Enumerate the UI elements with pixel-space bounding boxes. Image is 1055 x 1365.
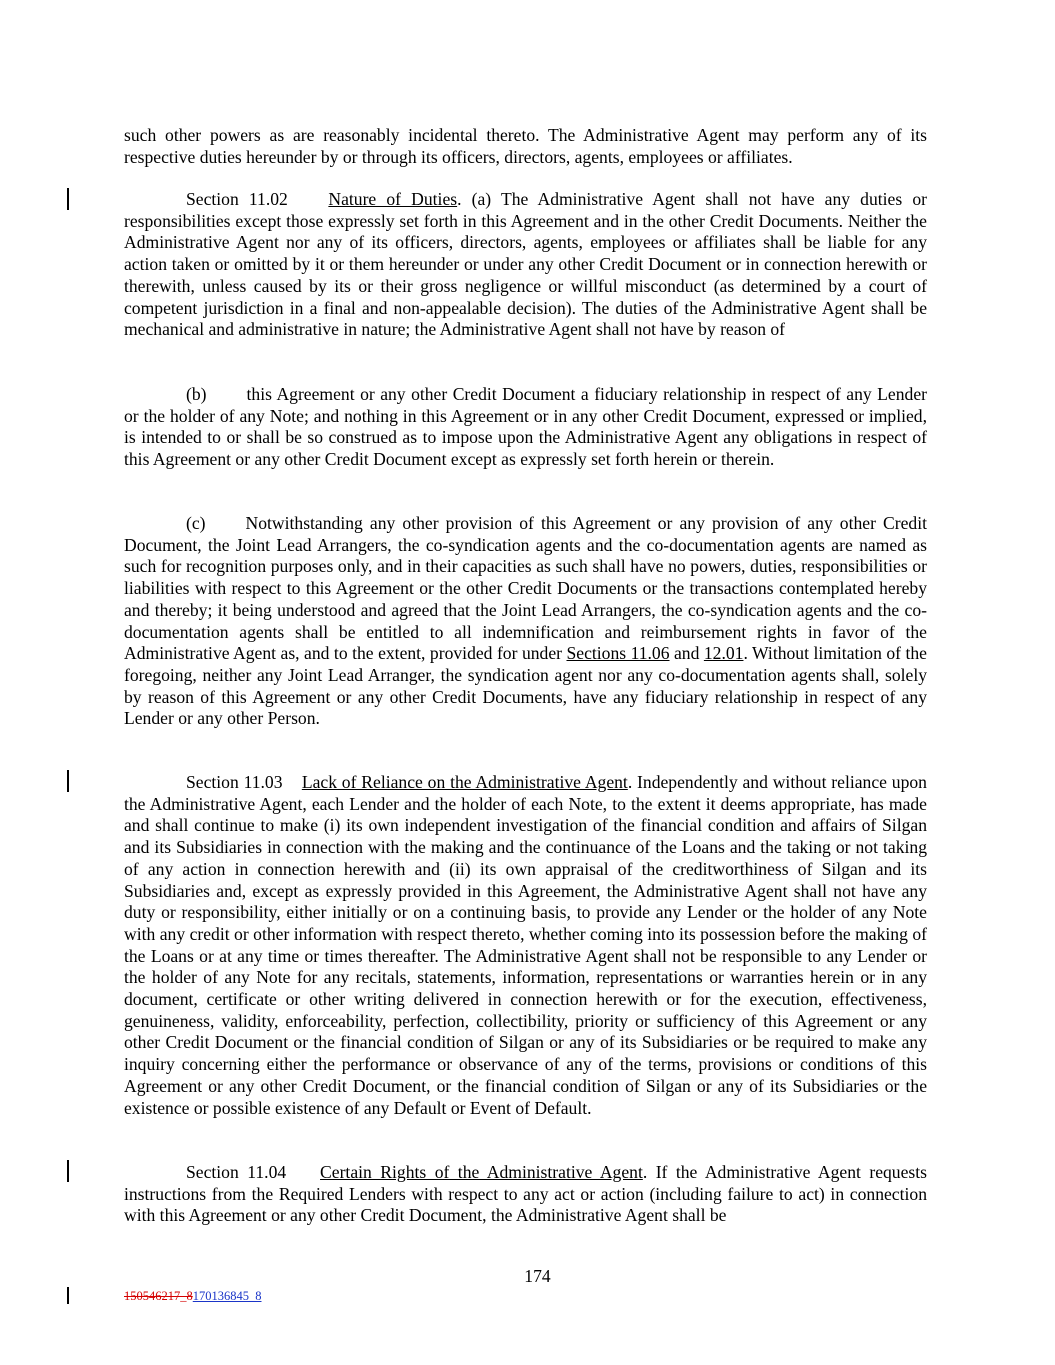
cross-reference-12-01: 12.01 bbox=[703, 643, 744, 664]
change-bar bbox=[67, 1287, 69, 1304]
deleted-doc-id: 150546217_8 bbox=[124, 1289, 193, 1303]
page-number: 174 bbox=[524, 1266, 551, 1286]
paragraph-text: . Without limitation of the foregoing, neither any Joint Lead Arranger, the syndication agent nor any co-documentation agents shall, solely by reason of this Agreement or any other Credit Documents, have any fiduciary relationship in respect of any Lender or any other Person. bbox=[124, 643, 927, 729]
section-title: Certain Rights of the Administrative Agent bbox=[320, 1162, 643, 1182]
continuation-paragraph bbox=[124, 125, 927, 168]
section-11-03-paragraph bbox=[124, 772, 927, 1119]
subsection-label: (c) bbox=[186, 513, 206, 533]
paragraph-text: Notwithstanding any other provision of this Agreement or any provision of any other Credit Document, the Joint Lead Arrangers, the co-syndication agents and the co-documentation agents are named as such for recognition purposes only, and in their capacities as such shall have no powers, duties, responsibilities or liabilities with respect to this Agreement or the other Credit Documents or the transactions contemplated hereby and thereby; it being understood and agreed that the Joint Lead Arrangers, the co-syndication agents and the co-documentation agents shall be entitled to all indemnification and reimbursement rights in favor of the Administrative Agent as, and to the extent, provided for under bbox=[124, 513, 927, 664]
change-bar bbox=[67, 188, 69, 210]
paragraph-text: and bbox=[669, 643, 704, 664]
paragraph-text: . (a) The Administrative Agent shall not have any duties or responsibilities except those expressly set forth in this Agreement and in the other Credit Documents. Neither the Administrative Agent nor any of its officers, directors, agents, employees or affiliates shall be liable for any action taken or omitted by it or them hereunder or under any other Credit Document or in connection herewith or therewith, unless caused by its or their gross negligence or willful misconduct (as determined by a court of competent jurisdiction in a final and non-appealable decision). The duties of the Administrative Agent shall be mechanical and administrative in nature; the Administrative Agent shall not have by reason of bbox=[124, 189, 927, 340]
section-title: Lack of Reliance on the Administrative Agent bbox=[301, 772, 628, 792]
subsection-label: (b) bbox=[186, 384, 207, 404]
section-11-02-paragraph bbox=[124, 189, 927, 341]
section-number: Section 11.04 bbox=[186, 1162, 287, 1182]
paragraph-text: such other powers as are reasonably incidental thereto. The Administrative Agent may perform any of its respective duties hereunder by or through its officers, directors, agents, employees or affiliates. bbox=[124, 125, 927, 167]
inserted-doc-id: 170136845_8 bbox=[192, 1289, 262, 1303]
subsection-b-paragraph bbox=[124, 384, 927, 471]
section-number: Section 11.02 bbox=[186, 189, 288, 209]
document-id bbox=[124, 1288, 262, 1304]
section-number: Section 11.03 bbox=[186, 772, 283, 792]
subsection-c-paragraph bbox=[124, 513, 927, 730]
change-bar bbox=[67, 770, 69, 792]
section-11-04-paragraph bbox=[124, 1162, 927, 1227]
paragraph-text: this Agreement or any other Credit Document a fiduciary relationship in respect of any Lender or the holder of any Note; and nothing in this Agreement or in any other Credit Document, expressed or implied, is intended to or shall be so construed as to impose upon the Administrative Agent any obligations in respect of this Agreement or any other Credit Document except as expressly set forth herein or therein. bbox=[124, 384, 927, 470]
paragraph-text: . If the Administrative Agent requests instructions from the Required Lenders with respect to any act or action (including failure to act) in connection with this Agreement or any other Credit Document, the Administrative Agent shall be bbox=[124, 1162, 927, 1226]
section-title: Nature of Duties bbox=[328, 189, 458, 209]
change-bar bbox=[67, 1160, 69, 1182]
cross-reference-sections-11-06: Sections 11.06 bbox=[566, 643, 670, 664]
paragraph-text: . Independently and without reliance upon the Administrative Agent, each Lender and the holder of each Note, to the extent it deems appropriate, has made and shall continue to make (i) its own independent investigation of the financial condition and affairs of Silgan and its Subsidiaries in connection with the making and the continuance of the Loans and the taking or not taking of any action in connection herewith and (ii) its own appraisal of the creditworthiness of Silgan and its Subsidiaries and, except as expressly provided in this Agreement, the Administrative Agent shall not have any duty or responsibility, either initially or on a continuing basis, to provide any Lender or the holder of any Note with any credit or other information with respect thereto, whether coming into its possession before the making of the Loans or at any time or times thereafter. The Administrative Agent shall not be responsible to any Lender or the holder of any Note for any recitals, statements, information, representations or warranties herein or in any document, certificate or other writing delivered in connection herewith or for the execution, effectiveness, genuineness, validity, enforceability, perfection, collectibility, priority or sufficiency of this Agreement or any other Credit Document or the financial condition of Silgan or any of its Subsidiaries or be required to make any inquiry concerning either the performance or observance of any of the terms, provisions or conditions of this Agreement or any other Credit Document, or the financial condition of Silgan or any of its Subsidiaries or the existence or possible existence of any Default or Event of Default. bbox=[124, 772, 927, 1118]
